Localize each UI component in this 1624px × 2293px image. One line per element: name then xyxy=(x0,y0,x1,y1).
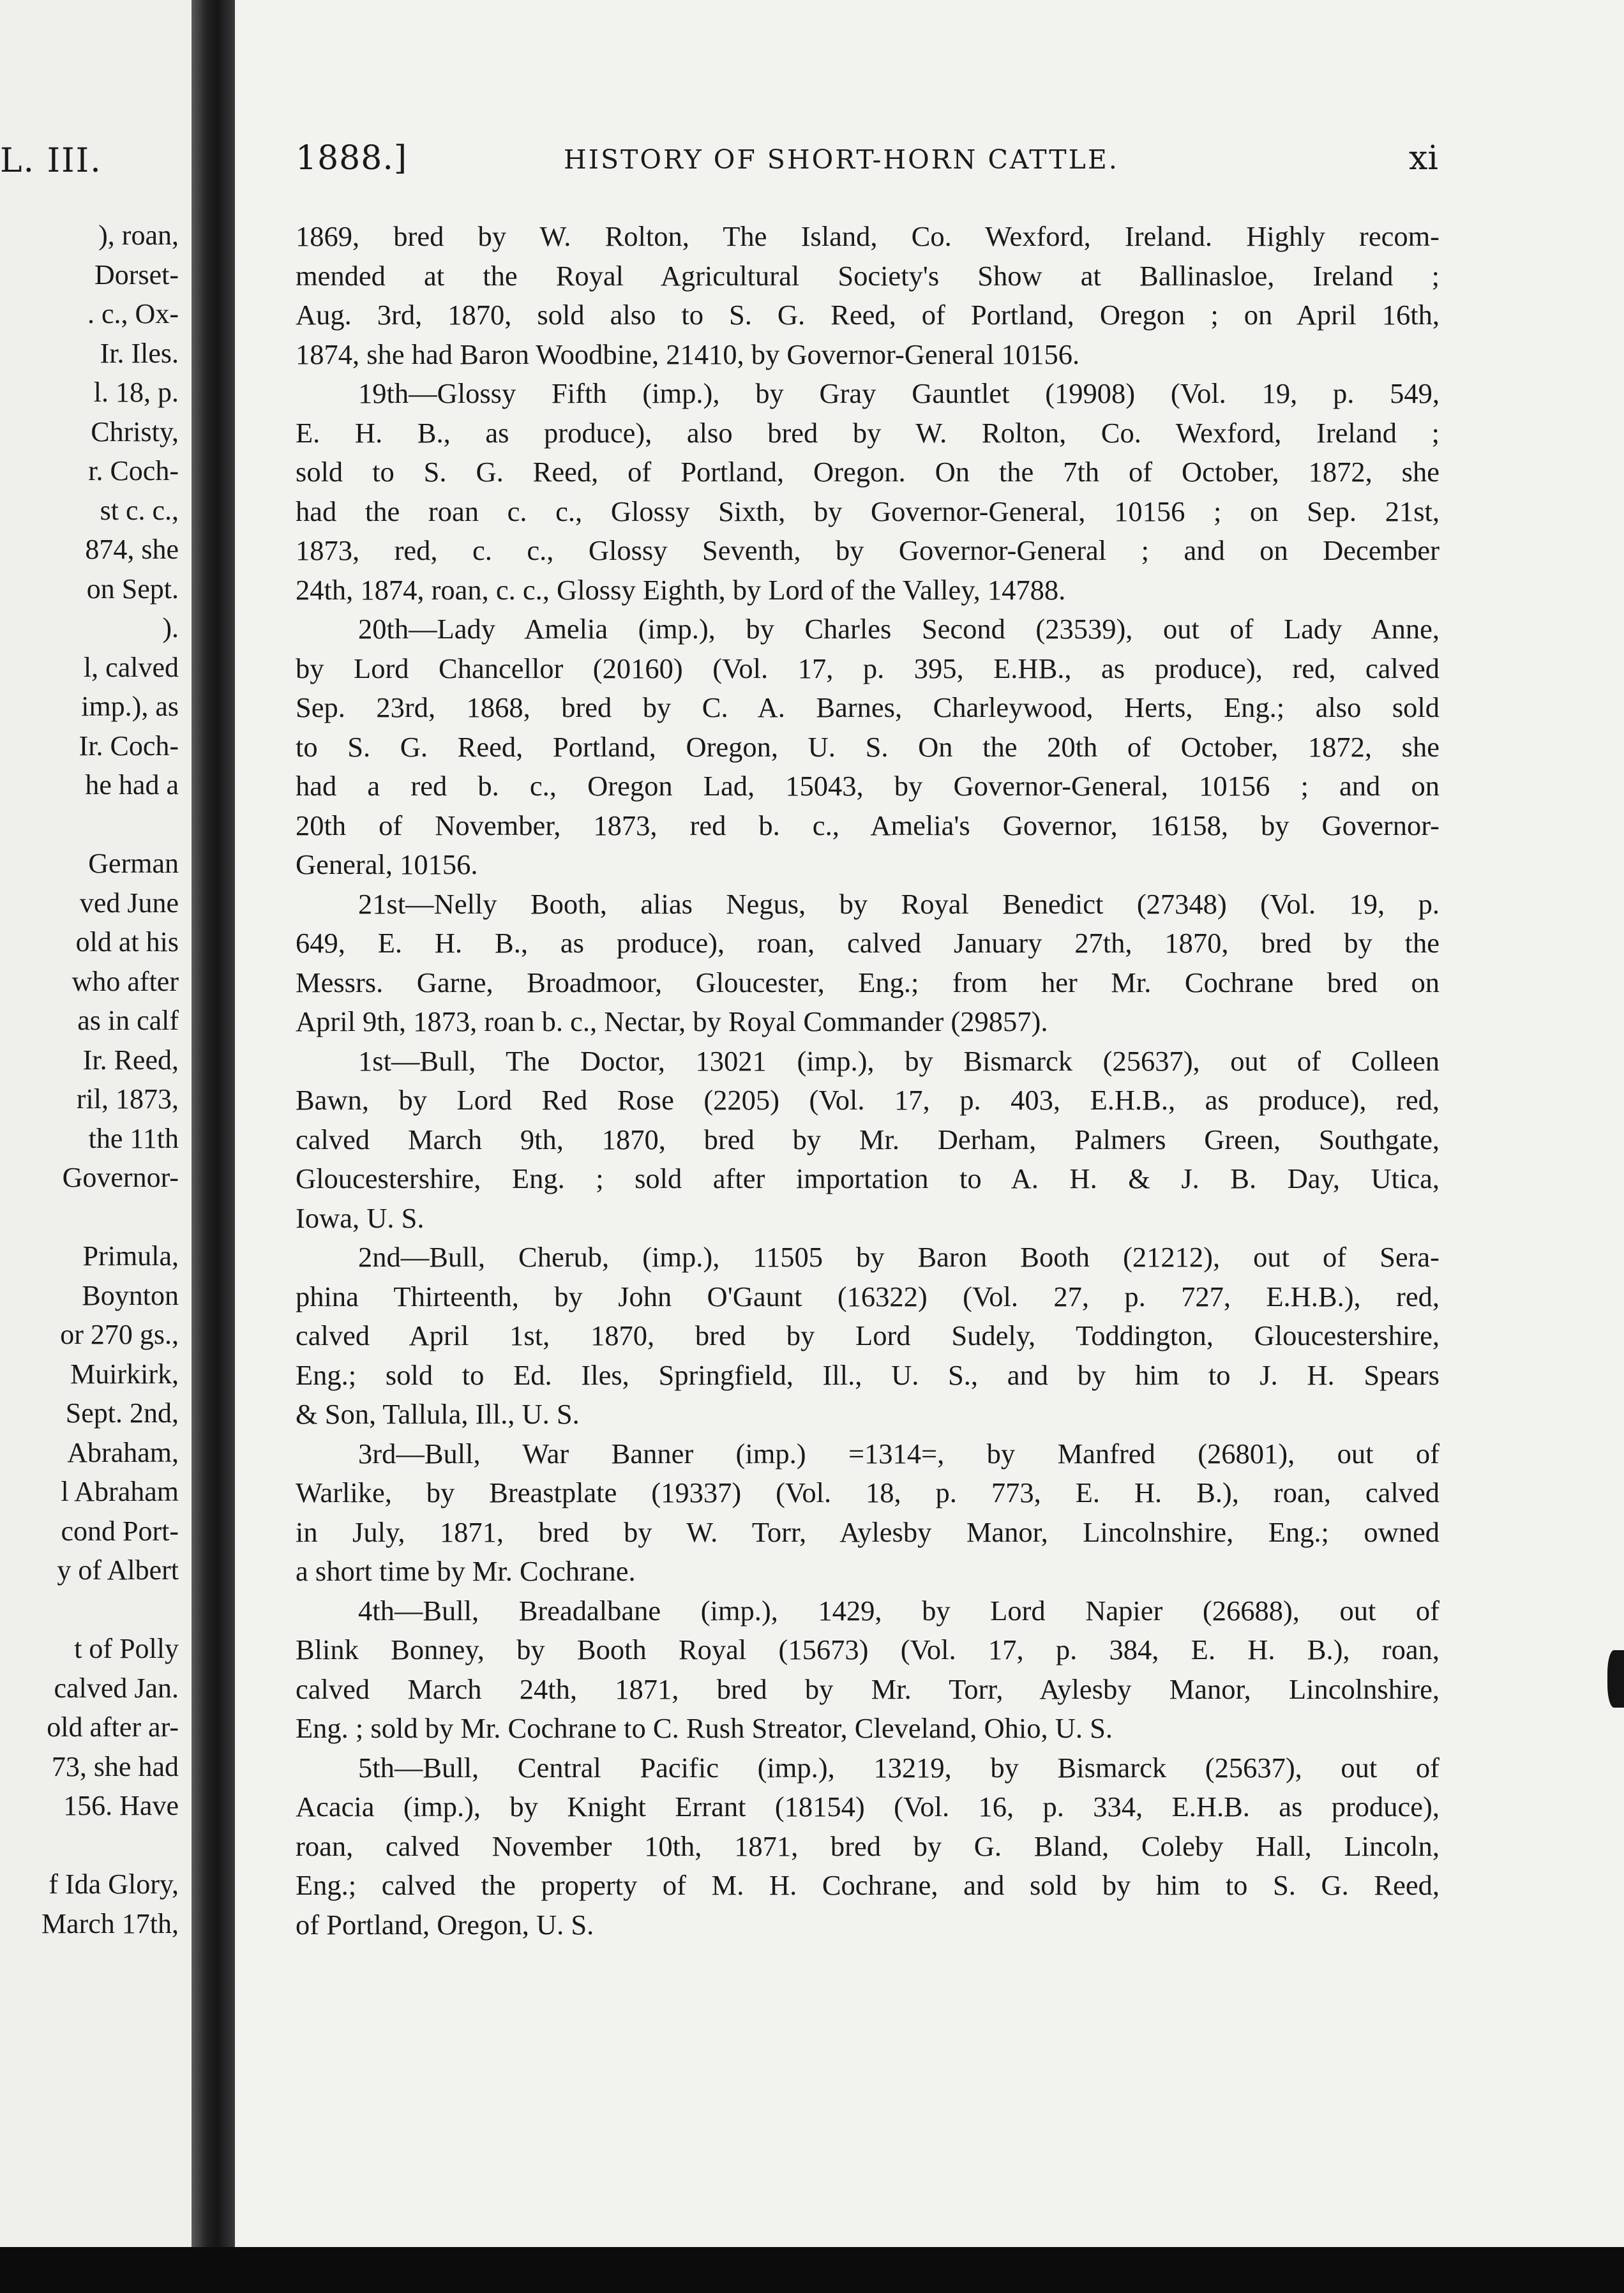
left-page-line: Governor- xyxy=(62,1162,179,1193)
left-page-line: Ir. Coch- xyxy=(79,730,179,762)
left-page-line: old after ar- xyxy=(47,1711,179,1743)
left-page-line: March 17th, xyxy=(41,1907,179,1939)
left-page-line: the 11th xyxy=(88,1122,179,1154)
main-page xyxy=(235,0,1624,2247)
text-line: 1st—Bull, The Doctor, 13021 (imp.), by Bismarck (25637), out of Colleen xyxy=(358,1044,1440,1077)
text-line: Sep. 23rd, 1868, bred by C. A. Barnes, Charleywood, Herts, Eng.; also sold xyxy=(296,691,1440,723)
left-page-line: imp.), as xyxy=(81,691,179,722)
left-page-line xyxy=(41,805,179,845)
text-line: roan, calved November 10th, 1871, bred by G. Bland, Coleby Hall, Lincoln, xyxy=(296,1830,1440,1862)
text-line: Acacia (imp.), by Knight Errant (18154) (Vol. 16, p. 334, E.H.B. as produce), xyxy=(296,1791,1440,1823)
paragraph xyxy=(296,885,1440,1042)
text-line: by Lord Chancellor (20160) (Vol. 17, p. 395, E.HB., as produce), red, calved xyxy=(296,652,1440,684)
left-page-line: ril, 1873, xyxy=(76,1083,179,1115)
left-page-line: l. 18, p. xyxy=(93,377,179,408)
text-line: 3rd—Bull, War Banner (imp.) =1314=, by Manfred (26801), out of xyxy=(358,1437,1440,1470)
header-title: HISTORY OF SHORT-HORN CATTLE. xyxy=(564,144,1119,175)
text-line: calved March 9th, 1870, bred by Mr. Derham, Palmers Green, Southgate, xyxy=(296,1123,1440,1155)
left-page-line: Abraham, xyxy=(67,1436,179,1468)
left-page-fragment xyxy=(0,0,192,2247)
left-page-line: Ir. Iles. xyxy=(100,337,179,369)
left-page-text xyxy=(41,216,179,1943)
page-number: xi xyxy=(1409,139,1438,177)
left-page-line: ). xyxy=(162,612,179,643)
text-line: 5th—Bull, Central Pacific (imp.), 13219, by Bismarck (25637), out of xyxy=(358,1751,1440,1784)
text-line: Eng.; sold to Ed. Iles, Springfield, Ill., U. S., and by him to J. H. Spears xyxy=(296,1358,1440,1391)
left-page-line: f Ida Glory, xyxy=(49,1868,179,1900)
left-page-line: l Abraham xyxy=(61,1476,179,1507)
left-page-line: calved Jan. xyxy=(54,1672,179,1704)
left-page-line: 156. Have xyxy=(63,1790,179,1821)
text-line: 19th—Glossy Fifth (imp.), by Gray Gauntlet (19908) (Vol. 19, p. 549, xyxy=(358,377,1440,409)
text-line: in July, 1871, bred by W. Torr, Aylesby Manor, Lincolnshire, Eng.; owned xyxy=(296,1515,1440,1548)
text-line: General, 10156. xyxy=(296,848,478,880)
left-page-line: or 270 gs., xyxy=(60,1319,179,1350)
left-page-line: cond Port- xyxy=(61,1515,179,1547)
text-line: had a red b. c., Oregon Lad, 15043, by Governor-General, 10156 ; and on xyxy=(296,770,1440,802)
header-year: 1888.] xyxy=(296,139,408,177)
text-line: 20th—Lady Amelia (imp.), by Charles Second (23539), out of Lady Anne, xyxy=(358,613,1440,645)
text-line: Gloucestershire, Eng. ; sold after importation to A. H. & J. B. Day, Utica, xyxy=(296,1162,1440,1194)
paragraph xyxy=(296,1238,1440,1434)
text-line: Messrs. Garne, Broadmoor, Gloucester, Eng.; from her Mr. Cochrane bred on xyxy=(296,966,1440,998)
text-line: 1873, red, c. c., Glossy Seventh, by Governor-General ; and on December xyxy=(296,534,1440,566)
left-page-line: Boynton xyxy=(82,1279,179,1311)
paragraph xyxy=(296,610,1440,885)
text-line: Aug. 3rd, 1870, sold also to S. G. Reed, of Portland, Oregon ; on April 16th, xyxy=(296,299,1440,331)
text-line: April 9th, 1873, roan b. c., Nectar, by Royal Commander (29857). xyxy=(296,1005,1048,1037)
text-line: mended at the Royal Agricultural Society's Show at Ballinasloe, Ireland ; xyxy=(296,259,1440,292)
text-line: E. H. B., as produce), also bred by W. Rolton, Co. Wexford, Ireland ; xyxy=(296,416,1440,449)
text-line: & Son, Tallula, Ill., U. S. xyxy=(296,1398,580,1430)
text-line: 20th of November, 1873, red b. c., Amelia's Governor, 16158, by Governor- xyxy=(296,809,1440,841)
left-page-line: r. Coch- xyxy=(88,455,179,486)
text-line: of Portland, Oregon, U. S. xyxy=(296,1908,594,1941)
left-page-line: t of Polly xyxy=(74,1633,179,1664)
paragraph xyxy=(296,374,1440,610)
left-page-line: Ir. Reed, xyxy=(82,1044,179,1076)
left-page-line: l, calved xyxy=(83,651,179,683)
left-page-line: German xyxy=(88,848,179,879)
book-gutter xyxy=(192,0,235,2247)
left-page-line: Christy, xyxy=(91,416,179,447)
text-line: Bawn, by Lord Red Rose (2205) (Vol. 17, p. 403, E.H.B., as produce), red, xyxy=(296,1084,1440,1116)
text-line: phina Thirteenth, by John O'Gaunt (16322) (Vol. 27, p. 727, E.H.B.), red, xyxy=(296,1280,1440,1312)
text-line: calved March 24th, 1871, bred by Mr. Torr, Aylesby Manor, Lincolnshire, xyxy=(296,1673,1440,1705)
left-page-line: 73, she had xyxy=(51,1750,179,1782)
text-line: sold to S. G. Reed, of Portland, Oregon. On the 7th of October, 1872, she xyxy=(296,456,1440,488)
left-page-line: y of Albert xyxy=(57,1554,179,1586)
text-line: calved April 1st, 1870, bred by Lord Sudely, Toddington, Gloucestershire, xyxy=(296,1319,1440,1351)
text-line: Blink Bonney, by Booth Royal (15673) (Vol. 17, p. 384, E. H. B.), roan, xyxy=(296,1634,1440,1665)
left-page-line: 874, she xyxy=(85,534,179,565)
text-line: 4th—Bull, Breadalbane (imp.), 1429, by Lord Napier (26688), out of xyxy=(358,1594,1440,1627)
text-line: 24th, 1874, roan, c. c., Glossy Eighth, by Lord of the Valley, 14788. xyxy=(296,573,1066,606)
text-line: Iowa, U. S. xyxy=(296,1201,425,1234)
left-page-line: Muirkirk, xyxy=(70,1358,179,1390)
left-page-header: L. III. xyxy=(0,142,102,180)
text-line: to S. G. Reed, Portland, Oregon, U. S. On the 20th of October, 1872, she xyxy=(296,730,1440,763)
text-line: 2nd—Bull, Cherub, (imp.), 11505 by Baron Booth (21212), out of Sera- xyxy=(358,1241,1440,1273)
left-page-line: as in calf xyxy=(77,1005,179,1036)
text-line: Eng.; calved the property of M. H. Cochrane, and sold by him to S. G. Reed, xyxy=(296,1869,1440,1901)
text-line: 1874, she had Baron Woodbine, 21410, by Governor-General 10156. xyxy=(296,338,1080,370)
text-line: Warlike, by Breastplate (19337) (Vol. 18, p. 773, E. H. B.), roan, calved xyxy=(296,1477,1440,1508)
paragraph xyxy=(296,217,1440,374)
page-edge-mark xyxy=(1607,1650,1624,1708)
text-line: had the roan c. c., Glossy Sixth, by Governor-General, 10156 ; on Sep. 21st, xyxy=(296,495,1440,527)
paragraph xyxy=(296,1434,1440,1591)
left-page-line xyxy=(41,1198,179,1237)
left-page-line: Dorset- xyxy=(94,259,179,290)
text-line: 1869, bred by W. Rolton, The Island, Co. Wexford, Ireland. Highly recom- xyxy=(296,220,1440,252)
text-line: 21st—Nelly Booth, alias Negus, by Royal Benedict (27348) (Vol. 19, p. xyxy=(358,887,1440,920)
left-page-line: old at his xyxy=(75,926,179,958)
text-line: Eng. ; sold by Mr. Cochrane to C. Rush Streator, Cleveland, Ohio, U. S. xyxy=(296,1712,1113,1744)
paragraph xyxy=(296,1748,1440,1945)
paragraph xyxy=(296,1042,1440,1238)
left-page-line xyxy=(41,1826,179,1865)
left-page-line: on Sept. xyxy=(86,573,179,605)
left-page-line: Primula, xyxy=(82,1240,179,1272)
text-line: a short time by Mr. Cochrane. xyxy=(296,1555,636,1587)
text-line: 649, E. H. B., as produce), roan, calved January 27th, 1870, bred by the xyxy=(296,927,1440,959)
paragraph xyxy=(296,1591,1440,1748)
body-text xyxy=(296,217,1440,1944)
left-page-line: ved June xyxy=(79,887,179,919)
left-page-line: st c. c., xyxy=(100,494,179,526)
left-page-line: he had a xyxy=(85,769,179,801)
scan-bottom-edge xyxy=(0,2247,1624,2293)
left-page-line: Sept. 2nd, xyxy=(65,1397,179,1429)
left-page-line xyxy=(41,1590,179,1630)
running-header xyxy=(296,139,1438,184)
left-page-line: who after xyxy=(71,965,179,997)
left-page-line: . c., Ox- xyxy=(87,298,179,329)
left-page-line: ), roan, xyxy=(98,220,179,251)
